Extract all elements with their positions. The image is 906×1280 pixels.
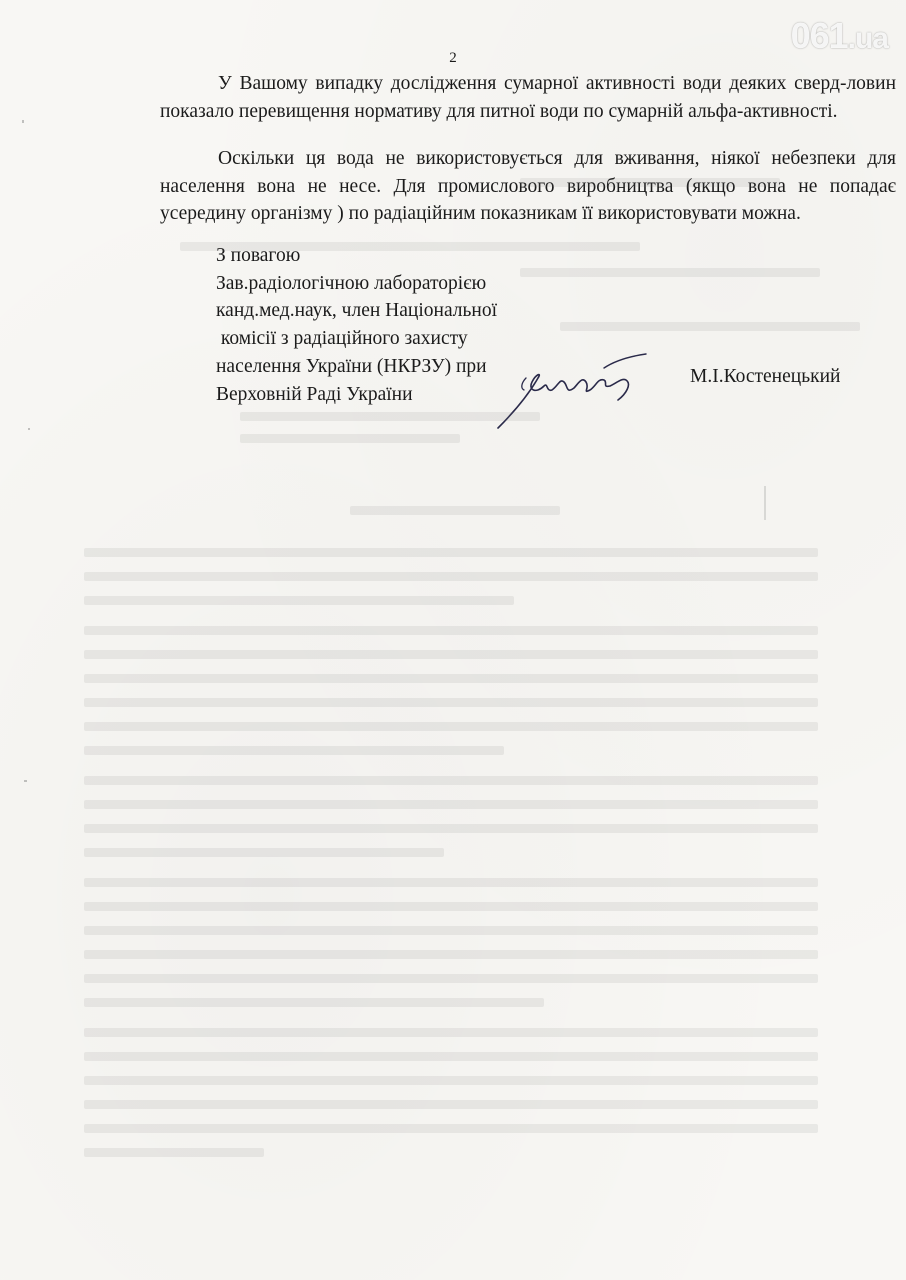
watermark-brand: 061 (790, 15, 848, 56)
signer-name: М.І.Костенецький (690, 366, 841, 387)
credential-line: комісії з радіаційного захисту (216, 328, 468, 350)
paragraph-text: У Вашому випадку дослідження сумарної активності води деяких сверд-ловин показало перевищення нормативу для питної води по сумарній альфа-активності. (160, 73, 896, 122)
page-number: 2 (449, 50, 457, 66)
letter-paragraph-1 (160, 70, 896, 125)
paragraph-text: Оскільки ця вода не використовується для вживання, ніякої небезпеки для населення вона не несе. Для промислового виробництва (якщо вона не попадає усередину організму ) по радіаційним показникам її використовувати можна. (160, 148, 896, 224)
signature-block (216, 242, 497, 408)
credential-line: канд.мед.наук, член Національної (216, 300, 498, 322)
closing-line: З повагою (216, 245, 301, 266)
credential-line: Верховній Раді України (216, 383, 413, 405)
credential-line: населення України (НКРЗУ) при (216, 355, 487, 377)
watermark-suffix: .ua (847, 22, 888, 55)
position-line: Зав.радіологічною лабораторією (216, 272, 487, 294)
handwritten-signature (486, 348, 656, 438)
watermark-logo (790, 15, 888, 56)
